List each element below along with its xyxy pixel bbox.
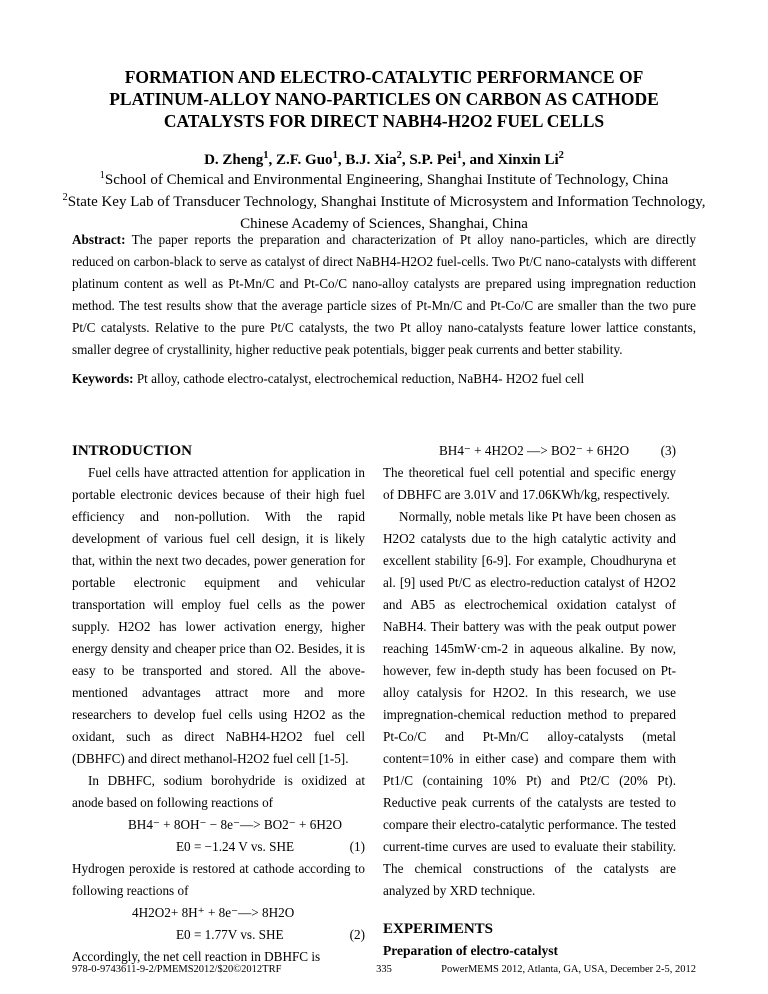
equation-2-number: (2) [349, 927, 365, 942]
author: D. Zheng$^1$ [204, 150, 269, 168]
abstract-label: Abstract: [72, 232, 126, 247]
affiliation-2: $^2$State Key Lab of Transducer Technology, Shanghai Institute of Microsystem and Information Technology, Chinese Academy of Sciences, Shanghai, China [62, 192, 706, 232]
section-heading-experiments: EXPERIMENTS [383, 921, 494, 937]
intro-paragraph-3: Hydrogen peroxide is restored at cathode according to following reactions of [72, 861, 365, 898]
abstract-text: The paper reports the preparation and characterization of Pt alloy nano-particles, which are directly reduced on carbon-black to serve as catalyst of direct NaBH4-H2O2 fuel-cells. Two Pt/C nano-catalysts with different platinum content as well as Pt-Mn/C and Pt-Co/C nano-alloy catalysts are prepared using impregnation reduction method. The test results show that the average particle sizes of Pt-Mn/C and Pt-Co/C are smaller than the two pure Pt/C catalysts. Relative to the pure Pt/C catalysts, the two Pt alloy nano-catalysts feature lower lattice constants, smaller degree of crystallinity, higher reductive peak potentials, bigger peak currents and better stability. [72, 232, 697, 357]
author-list: D. Zheng$^1$, Z.F. Guo$^1$, B.J. Xia$^2$, S.P. Pei$^1$, and Xinxin Li$^2$ [204, 150, 564, 168]
author: and Xinxin Li$^2$ [469, 150, 564, 168]
footer-isbn: 978-0-9743611-9-2/PMEMS2012/$20©2012TRF [72, 964, 282, 975]
keywords [72, 369, 696, 389]
title-line-1: FORMATION AND ELECTRO-CATALYTIC PERFORMANCE OF [124, 67, 644, 87]
right-column [383, 440, 676, 962]
equation-3: BH4⁻ + 4H2O2 —> BO2⁻ + 6H2O (3) [383, 440, 676, 462]
keywords-label: Keywords: [72, 371, 134, 386]
author: B.J. Xia$^2$ [345, 150, 402, 168]
intro-paragraph-2: In DBHFC, sodium borohydride is oxidized at anode based on following reactions of [72, 773, 365, 810]
author: S.P. Pei$^1$ [409, 150, 462, 168]
intro-paragraph-4: Accordingly, the net cell reaction in DBHFC is [72, 949, 321, 964]
equation-2-reaction: 4H2O2+ 8H⁺ + 8e⁻—> 8H2O [132, 905, 295, 920]
equation-1-reaction: BH4⁻ + 8OH⁻ − 8e⁻—> BO2⁻ + 6H2O [128, 817, 343, 832]
author: Z.F. Guo$^1$ [276, 150, 338, 168]
section-heading-introduction: INTRODUCTION [72, 443, 193, 459]
paper-title [80, 66, 688, 132]
equation-1-number: (1) [349, 839, 365, 854]
footer-conference: PowerMEMS 2012, Atlanta, GA, USA, December 2-5, 2012 [441, 964, 696, 975]
affiliations [60, 169, 708, 235]
left-column [72, 440, 365, 968]
right-paragraph-2: Normally, noble metals like Pt have been chosen as H2O2 catalysts due to the high catalytic activity and excellent stability [6-9]. For example, Choudhuryna et al. [9] used Pt/C as electro-reduction catalyst of H2O2 and AB5 as electrochemical oxidation catalyst of NaBH4. Their battery was with the peak output power reaching 145mW·cm-2 in aqueous alkaline. By now, however, few in-depth study has been focused on Pt-alloy catalysis for H2O2. In this research, we use impregnation-chemical reduction method to prepared Pt-Co/C and Pt-Mn/C alloy-catalysts (metal content=10% in either case) and compare them with Pt1/C (containing 10% Pt) and Pt2/C (20% Pt). Reductive peak currents of the catalysts are tested to compare their electro-catalytic performance. The tested current-time curves are used to evaluate their stability. The chemical constructions of the catalysts are analyzed by XRD technique. [383, 509, 676, 898]
equation-2-potential: E0 = 1.77V vs. SHE (2) [72, 924, 365, 946]
right-paragraph-1: The theoretical fuel cell potential and specific energy of DBHFC are 3.01V and 17.06KWh/kg, respectively. [383, 465, 676, 502]
equation-1-potential: E0 = −1.24 V vs. SHE (1) [72, 836, 365, 858]
equation-3-number: (3) [660, 443, 676, 458]
affiliation-1: $^1$School of Chemical and Environmental Engineering, Shanghai Institute of Technology, China [99, 170, 669, 188]
footer-page-number: 335 [376, 964, 392, 975]
title-line-3: CATALYSTS FOR DIRECT NABH4-H2O2 FUEL CELLS [163, 111, 605, 131]
title-line-2: PLATINUM-ALLOY NANO-PARTICLES ON CARBON AS CATHODE [109, 89, 659, 109]
abstract [72, 229, 696, 361]
intro-paragraph-1: Fuel cells have attracted attention for application in portable electronic devices because of their high fuel efficiency and non-pollution. With the rapid development of various fuel cell design, it is likely that, within the next two decades, power generation for portable electronic equipment and vehicular transportation will employ fuel cells as the power supply. H2O2 has lower activation energy, higher energy density and cheaper price than O2. Besides, it is easy to be transported and stored. All the above-mentioned advantages attract more and more researchers to develop fuel cells using H2O2 as the oxidant, such as direct NaBH4-H2O2 fuel cell (DBHFC) and direct methanol-H2O2 fuel cell [1-5]. [72, 465, 365, 766]
subsection-heading-preparation: Preparation of electro-catalyst [383, 943, 558, 958]
keywords-text: Pt alloy, cathode electro-catalyst, electrochemical reduction, NaBH4- H2O2 fuel cell [136, 371, 585, 386]
